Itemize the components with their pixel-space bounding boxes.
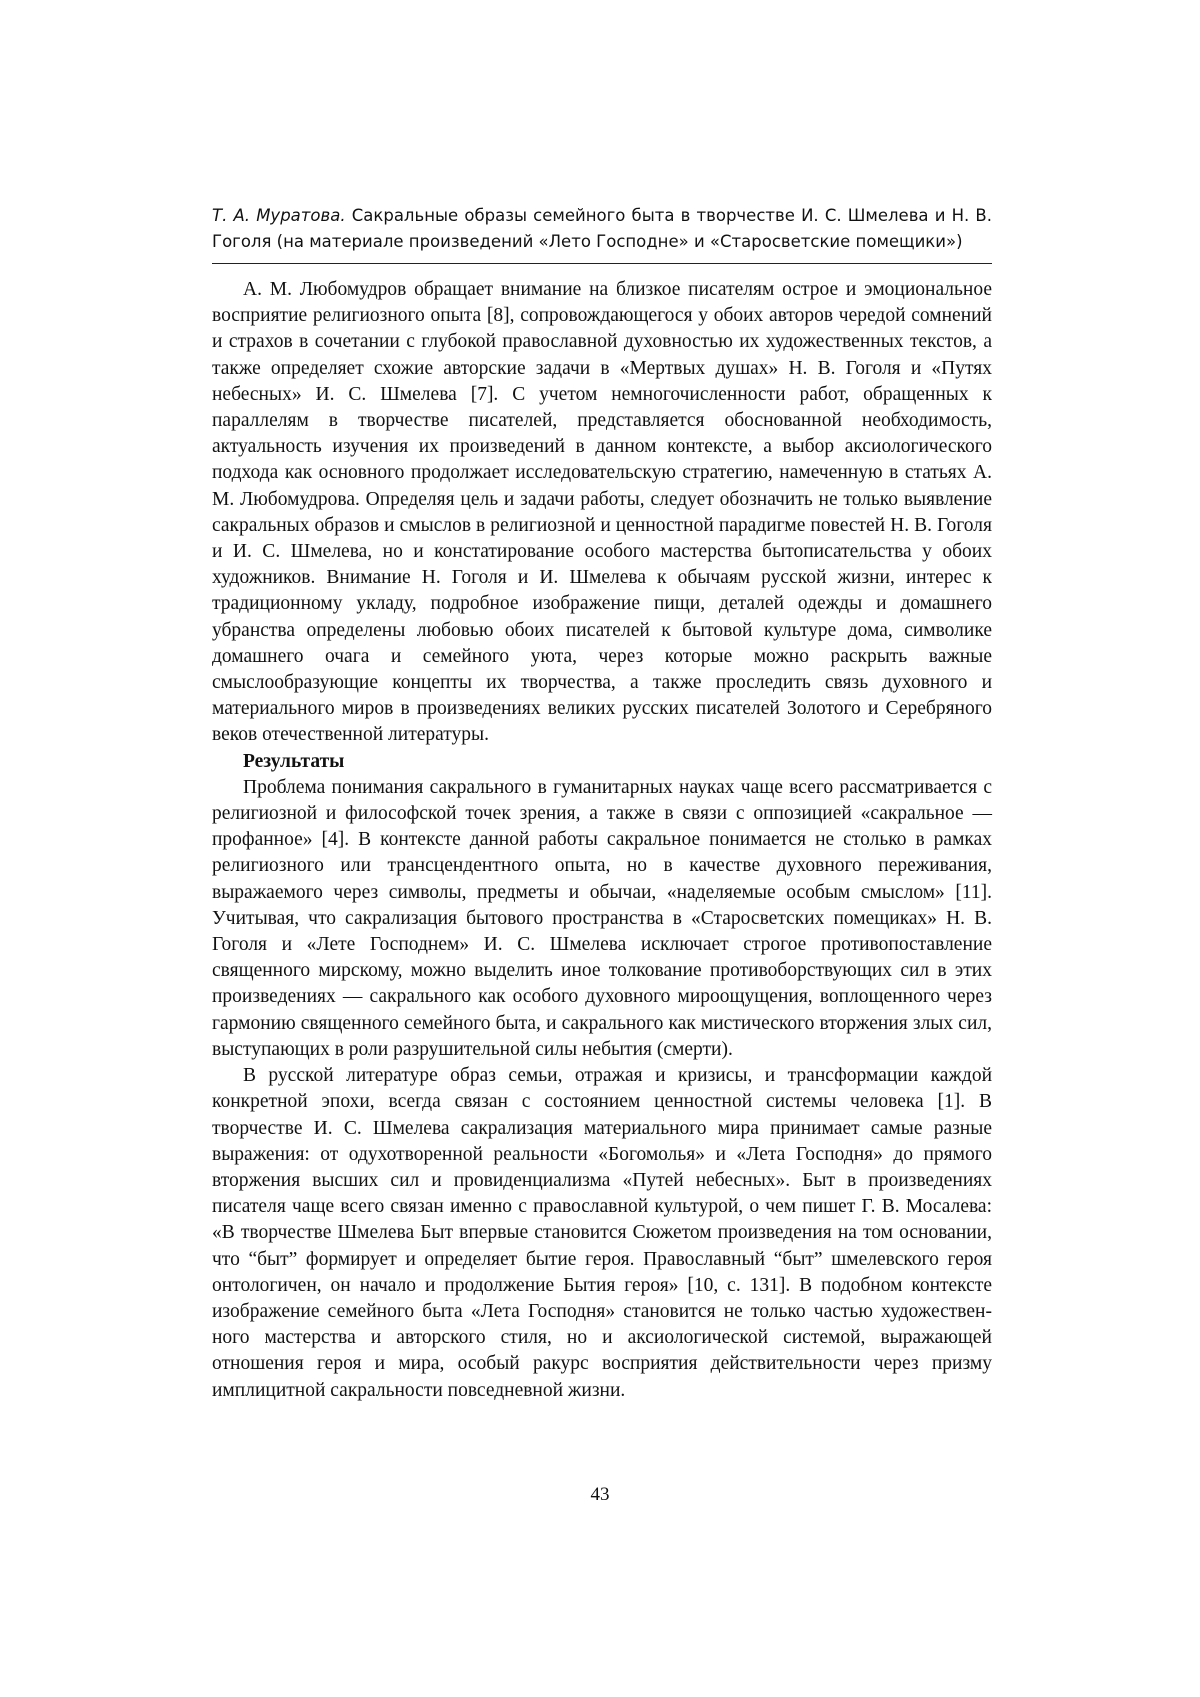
running-head	[212, 203, 992, 255]
paragraph-results-1: Проблема понимания сакрального в гуманитарных науках чаще всего рассматривается с религиозной и философской точек зрения, а также в связи с оппозицией «сакральное — профанное» [4]. В контексте данной работы сакральное понимается не столько в рамках религиозного или трансцендентного опыта, но в качестве духовного переживания, выражаемого через символы, предметы и обычаи, «наделяемые особым смыслом» [11]. Учитывая, что сакрализация бытового пространства в «Старосветских помещиках» Н. В. Гоголя и «Лете Господнем» И. С. Шмелева исключает строгое противопоставление священного мирскому, можно выделить иное толкование противоборствующих сил в этих произведениях — сакрального как особого духовного мироощущения, воплощенного через гармонию священного семейного быта, и сакрального как мистического вторжения злых сил, выступающих в роли разрушительной силы небытия (смерти).	[212, 776, 992, 1060]
running-head-author: Т. А. Муратова.	[212, 206, 346, 225]
page-number: 43	[590, 1484, 610, 1505]
article-body	[212, 277, 992, 1404]
paragraph-intro: А. М. Любомудров обращает внимание на близкое писателям острое и эмоциональное восприятие религиозного опыта [8], сопровождающегося у обоих авторов чередой сомнений и страхов в сочетании с глубокой православной духовностью их художественных текстов, а также определяет схожие авторские задачи в «Мертвых душах» Н. В. Гоголя и «Путях небесных» И. С. Шмелева [7]. С учетом немногочисленности работ, обращенных к параллелям в творчестве писателей, представляется обоснованной необходимость, актуальность изучения их произведений в данном контексте, а выбор аксиологического подхода как основного продолжает исследовательскую стратегию, намеченную в статьях А. М. Любомудрова. Определяя цель и задачи работы, следует обозначить не только выявление сакральных образов и смыслов в религиозной и ценностной парадигме повестей Н. В. Гоголя и И. С. Шмелева, но и констатирование особого мастерства бытописательства у обоих художников. Внимание Н. Гоголя и И. Шмелева к обычаям русской жизни, интерес к традиционному укладу, подробное изображение пищи, деталей одежды и домашнего убранства определены любовью обоих писателей к бытовой культуре дома, символике домашнего очага и семейного уюта, через которые можно раскрыть важные смыслообразующие концепты их творчества, а также проследить связь духовного и материального миров в произведениях великих русских писателей Золотого и Серебряного веков отечественной литературы.	[212, 279, 992, 746]
running-head-title: Сакральные образы семейного быта в творчестве И. С. Шмелева и Н. В. Гоголя (на материале произведений «Лето Господне» и «Старосветские помещики»)	[212, 206, 992, 251]
paragraph-results-2: В русской литературе образ семьи, отражая и кризисы, и трансформации каждой конкретной эпохи, всегда связан с состоянием ценностной системы человека [1]. В творчестве И. С. Шмелева сакрализация материального мира принимает самые разные выражения: от одухотворенной реальности «Богомолья» и «Лета Господня» до прямого вторжения высших сил и провиденциализма «Путей небесных». Быт в произведениях писателя чаще всего связан именно с православной культурой, о чем пишет Г. В. Мосалева: «В творчестве Шмелева Быт впервые становится Сюжетом произведения на том основании, что “быт” формирует и определяет бытие героя. Православный “быт” шмелевского героя онтологичен, он начало и продолжение Бытия героя» [10, с. 131]. В подобном контексте изображение семейного быта «Лета Господня» становится не только частью художественного мастерства и авторского стиля, но и аксиологической системой, выражающей отношения героя и мира, особый ракурс восприятия действительности через призму имплицитной сакральности повседневной жизни.	[212, 1065, 992, 1401]
header-divider-rule	[212, 263, 992, 264]
section-heading-results: Результаты	[243, 750, 345, 772]
